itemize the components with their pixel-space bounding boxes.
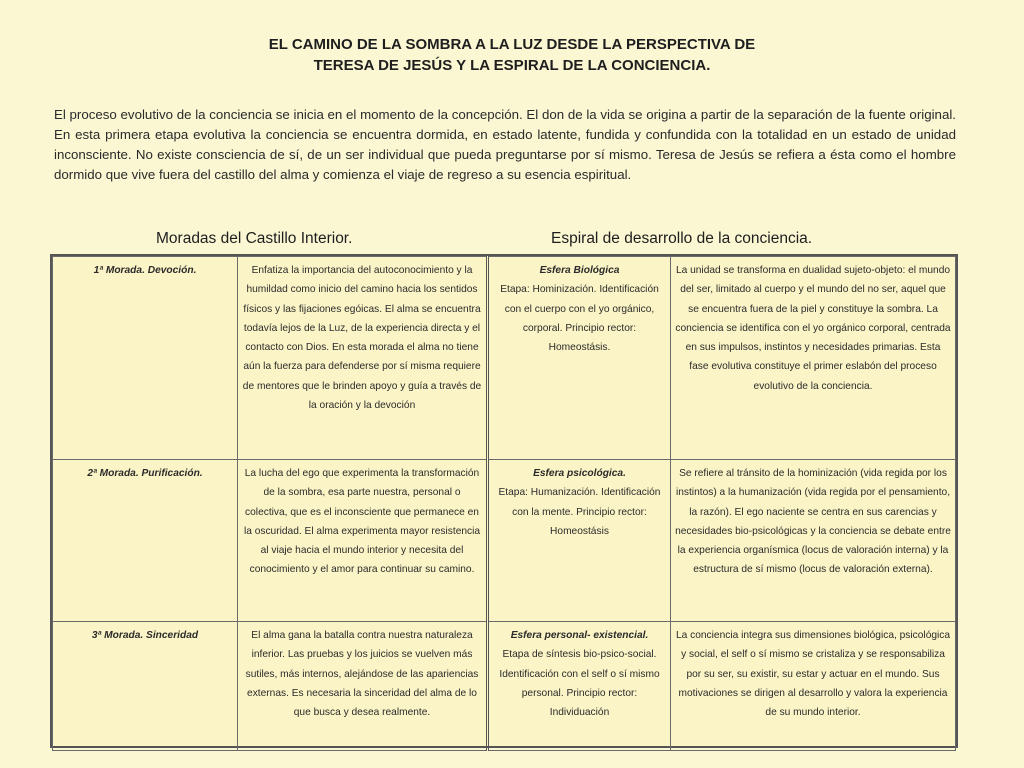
morada-description: Enfatiza la importancia del autoconocimiento y la humildad como inicio del camino hacia los sentidos físicos y las fijaciones egóicas. El alma se encuentra todavía lejos de la Luz, de la experiencia directa y el contacto con Dios. En esta morada el alma no tiene aún la fuerza para defenderse por sí misma requiere de mentores que le brinden apoyo y guía a través de la oración y la devoción: [238, 257, 488, 460]
title-line-1: EL CAMINO DE LA SOMBRA A LA LUZ DESDE LA PERSPECTIVA DE: [268, 36, 756, 53]
table-row: [53, 460, 956, 622]
morada-description: El alma gana la batalla contra nuestra naturaleza inferior. Las pruebas y los juicios se vuelven más sutiles, más internos, alejándose de las apariencias externas. Es necesaria la sinceridad del alma de lo que busca y desea realmente.: [238, 622, 488, 751]
espiral-description: Se refiere al tránsito de la hominización (vida regida por los instintos) a la humanización (vida regida por el pensamiento, la razón). El ego naciente se centra en sus carencias y necesidades bio-psicológicas y la conciencia se debate entre la experiencia organísmica (locus de valoración interna) y la estructura de sí mismo (locus de valoración externa).: [671, 460, 956, 622]
esfera-title: Esfera personal- existencial.: [510, 630, 649, 641]
table-row: [53, 622, 956, 751]
morada-title: 2ª Morada. Purificación.: [87, 468, 203, 479]
morada-description: La lucha del ego que experimenta la transformación de la sombra, esa parte nuestra, personal o colectiva, que es el inconsciente que permanece en la oscuridad. El alma experimenta mayor resistencia al viaje hacia el mundo interior y necesita del conocimiento y el amor para continuar su camino.: [238, 460, 488, 622]
esfera-cell: [488, 460, 671, 622]
morada-title-cell: [53, 622, 238, 751]
morada-title-cell: [53, 460, 238, 622]
esfera-description: Etapa: Hominización. Identificación con el cuerpo con el yo orgánico, corporal. Principio rector: Homeostásis.: [500, 284, 659, 354]
morada-title-cell: [53, 257, 238, 460]
esfera-description: Etapa: Humanización. Identificación con la mente. Principio rector: Homeostásis: [498, 487, 661, 537]
column-header-espiral: Espiral de desarrollo de la conciencia.: [551, 230, 813, 247]
esfera-cell: [488, 622, 671, 751]
esfera-description: Etapa de síntesis bio-psico-social. Identificación con el self o sí mismo personal. Principio rector: Individuación: [499, 649, 660, 719]
espiral-description: La unidad se transforma en dualidad sujeto-objeto: el mundo del ser, limitado al cuerpo y el mundo del no ser, aquel que se encuentra fuera de la piel y constituye la sombra. La conciencia se identifica con el yo orgánico corporal, centrada en sus impulsos, instintos y necesidades primarias. Esta fase evolutiva constituye el primer eslabón del proceso evolutivo de la conciencia.: [671, 257, 956, 460]
morada-title: 1ª Morada. Devoción.: [93, 265, 197, 276]
esfera-title: Esfera Biológica: [539, 265, 620, 276]
page-title: [0, 34, 1024, 76]
esfera-title: Esfera psicológica.: [533, 468, 626, 479]
column-header-moradas: Moradas del Castillo Interior.: [156, 230, 353, 247]
esfera-cell: [488, 257, 671, 460]
intro-paragraph: El proceso evolutivo de la conciencia se inicia en el momento de la concepción. El don de la vida se origina a partir de la separación de la fuente original. En esta primera etapa evolutiva la conciencia se encuentra dormida, en estado latente, fundida y confundida con la totalidad en un estado de unidad inconsciente. No existe consciencia de sí, de un ser individual que pueda preguntarse por sí mismo. Teresa de Jesús se refiera a ésta como el hombre dormido que vive fuera del castillo del alma y comienza el viaje de regreso a su esencia espiritual.: [54, 107, 956, 182]
morada-title: 3ª Morada. Sinceridad: [91, 630, 199, 641]
title-line-2: TERESA DE JESÚS Y LA ESPIRAL DE LA CONCIENCIA.: [313, 57, 711, 74]
comparison-table: [50, 254, 958, 748]
table-row: [53, 257, 956, 460]
espiral-description: La conciencia integra sus dimensiones biológica, psicológica y social, el self o sí mismo se cristaliza y se responsabiliza por su ser, su existir, su estar y actuar en el mundo. Sus motivaciones se dirigen al desarrollo y valora la experiencia de su mundo interior.: [671, 622, 956, 751]
